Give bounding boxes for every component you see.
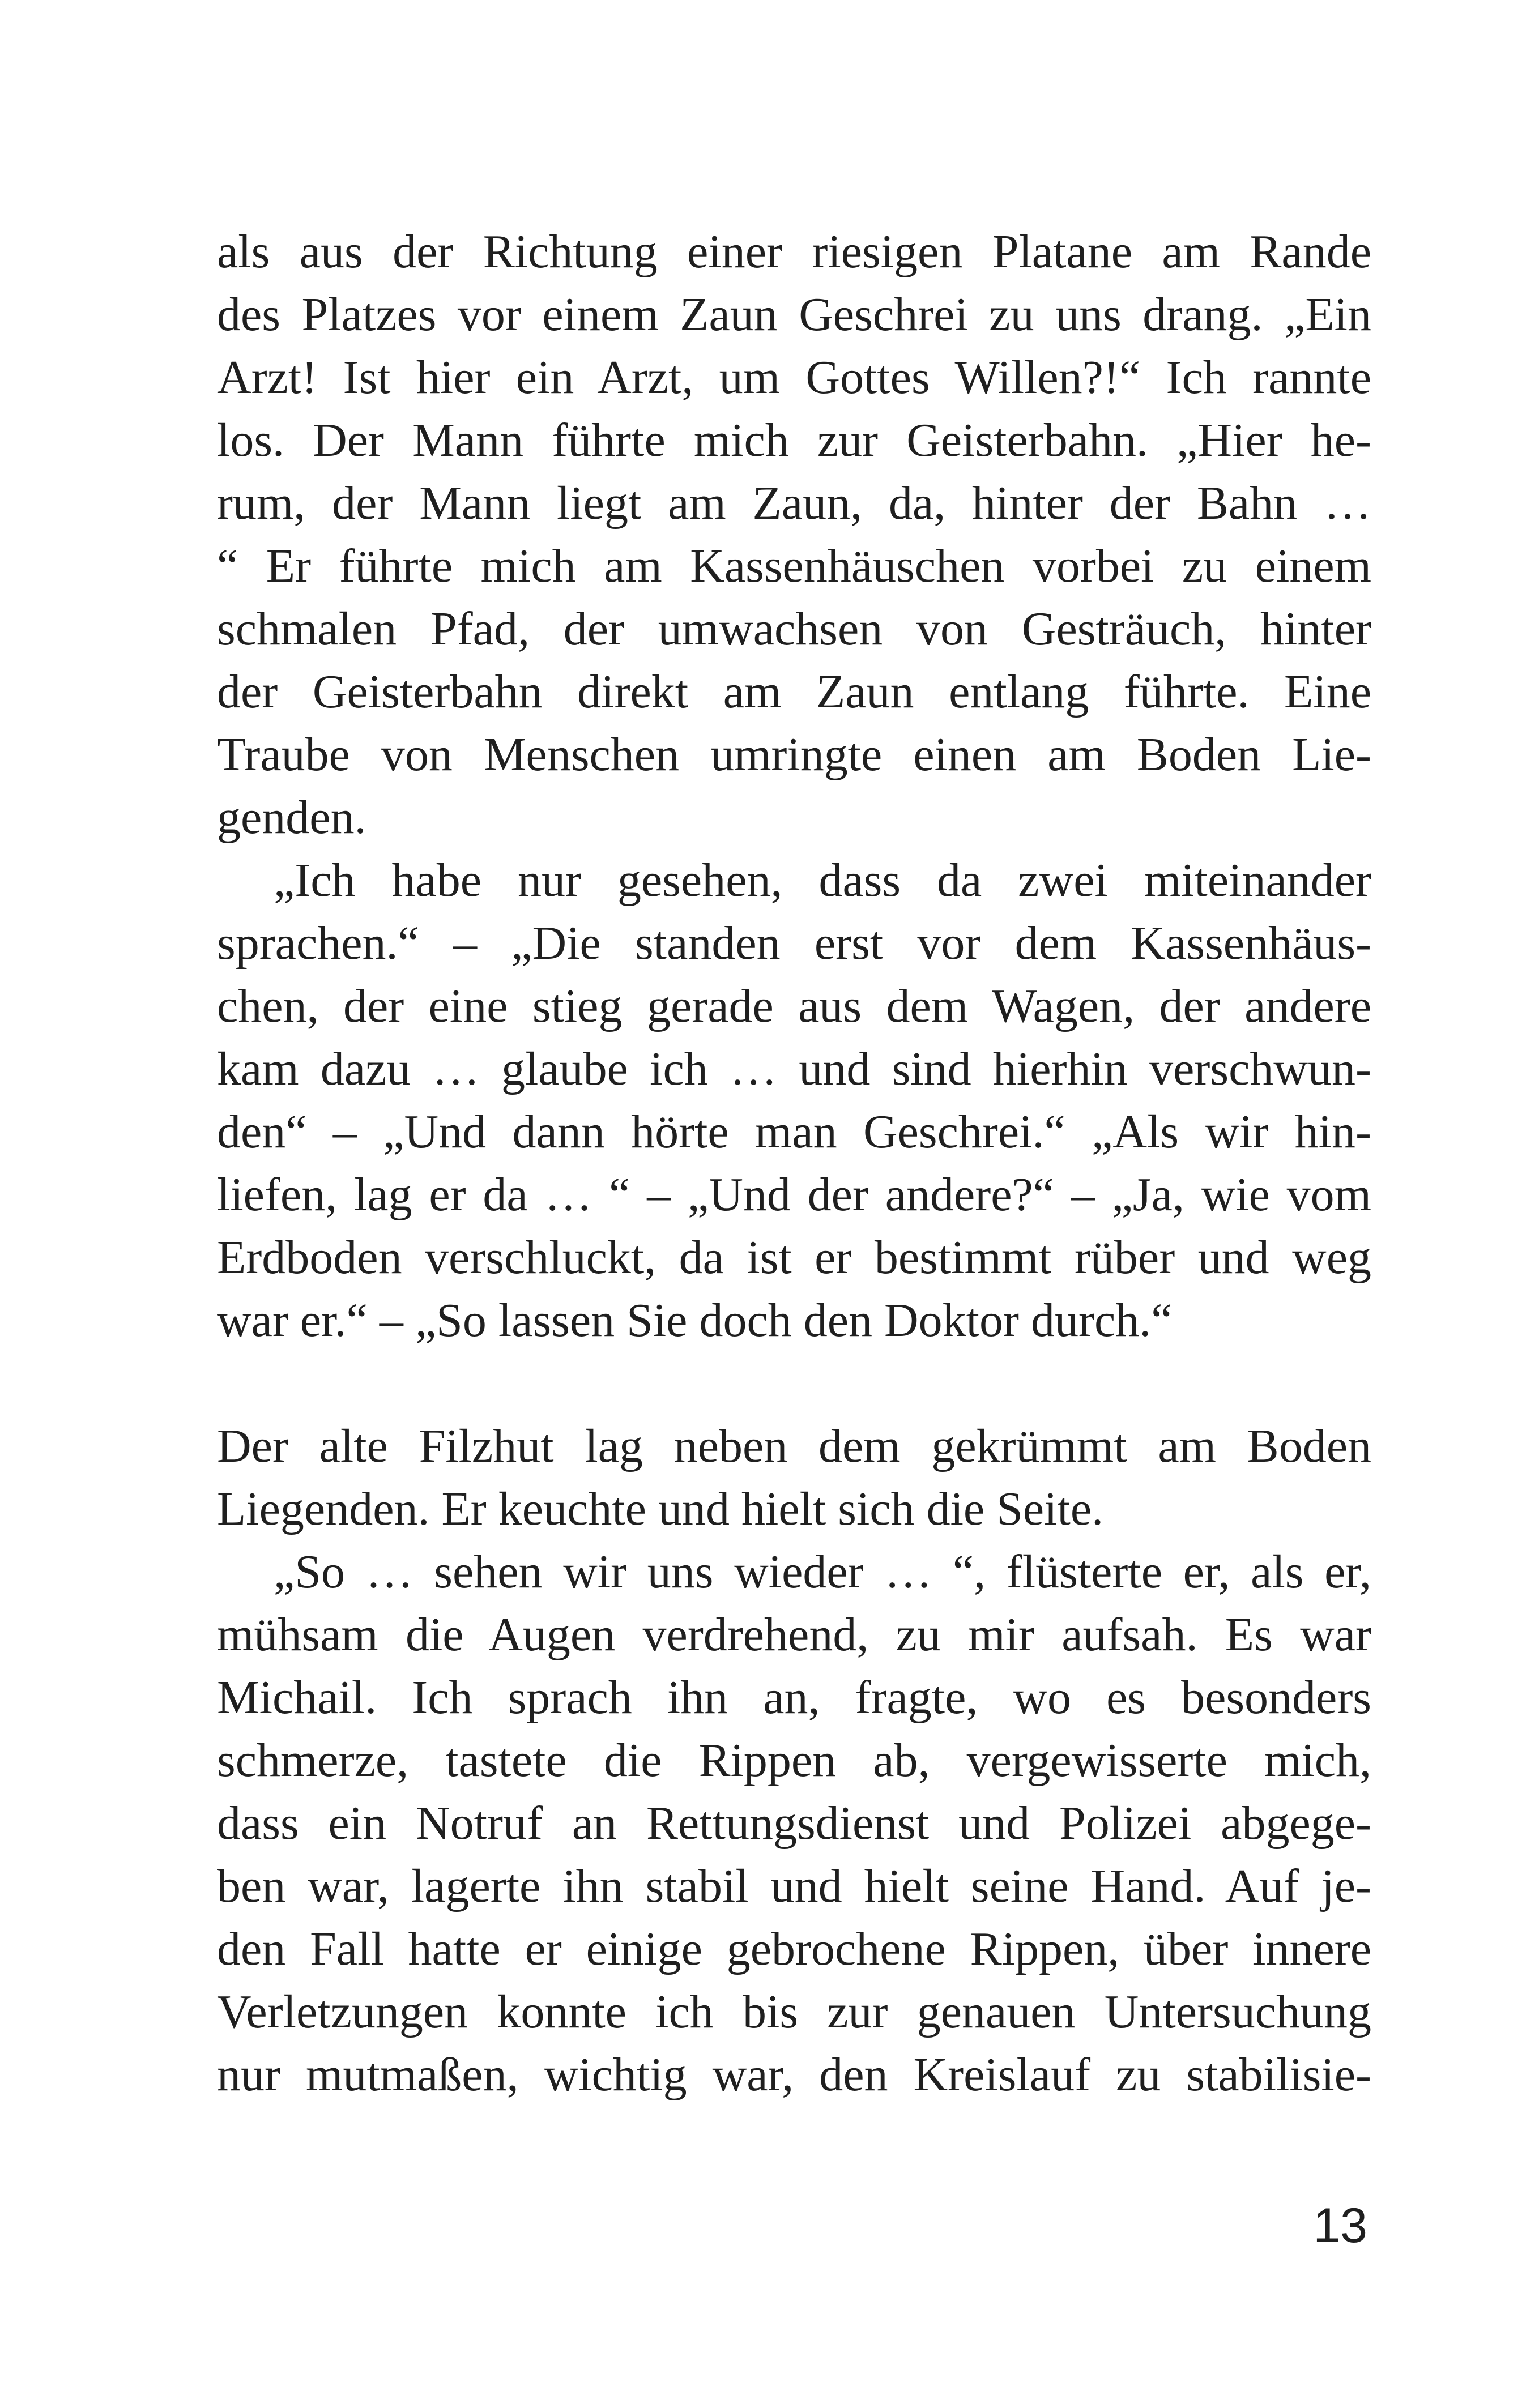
text-line: war er.“ – „So lassen Sie doch den Doktor durch.“ [217,1294,1173,1347]
text-line: los. Der Mann führte mich zur Geisterbahn. „Hier he- [217,414,1371,467]
text-section-1 [217,220,1371,1352]
text-line: rum, der Mann liegt am Zaun, da, hinter der Bahn … [217,477,1371,530]
text-line: Verletzungen konnte ich bis zur genauen Untersuchung [217,1986,1371,2038]
text-line: „Ich habe nur gesehen, dass da zwei miteinander [274,854,1371,907]
text-line: schmalen Pfad, der umwachsen von Gesträuch, hinter [217,603,1371,655]
text-line: Michail. Ich sprach ihn an, fragte, wo es besonders [217,1671,1371,1724]
text-line: „So … sehen wir uns wieder … “, flüsterte er, als er, [274,1545,1371,1598]
text-line: Der alte Filzhut lag neben dem gekrümmt am Boden [217,1420,1371,1472]
text-line: dass ein Notruf an Rettungsdienst und Polizei abgege- [217,1797,1371,1850]
text-line: Arzt! Ist hier ein Arzt, um Gottes Willen?!“ Ich rannte [217,351,1371,404]
text-line: den“ – „Und dann hörte man Geschrei.“ „Als wir hin- [217,1105,1371,1158]
text-line: chen, der eine stieg gerade aus dem Wagen, der andere [217,980,1371,1032]
text-line: den Fall hatte er einige gebrochene Rippen, über innere [217,1923,1371,1975]
text-section-2 [217,1415,1371,2106]
text-line: genden. [217,791,366,844]
text-line: kam dazu … glaube ich … und sind hierhin verschwun- [217,1043,1371,1095]
text-line: des Platzes vor einem Zaun Geschrei zu uns drang. „Ein [217,288,1371,341]
text-line: mühsam die Augen verdrehend, zu mir aufsah. Es war [217,1608,1371,1661]
text-line: schmerze, tastete die Rippen ab, vergewisserte mich, [217,1734,1371,1787]
text-line: nur mutmaßen, wichtig war, den Kreislauf zu stabilisie- [217,2048,1371,2101]
text-line: Traube von Menschen umringte einen am Boden Lie- [217,728,1371,781]
page-number: 13 [1313,2198,1367,2253]
text-line: der Geisterbahn direkt am Zaun entlang führte. Eine [217,665,1371,718]
text-line: sprachen.“ – „Die standen erst vor dem Kassenhäus- [217,917,1371,970]
text-line: ben war, lagerte ihn stabil und hielt seine Hand. Auf je- [217,1860,1371,1912]
text-line: Erdboden verschluckt, da ist er bestimmt rüber und weg [217,1231,1371,1284]
text-line: liefen, lag er da … “ – „Und der andere?“ – „Ja, wie vom [217,1168,1371,1221]
text-line: Liegenden. Er keuchte und hielt sich die Seite. [217,1483,1104,1535]
text-line: als aus der Richtung einer riesigen Platane am Rande [217,225,1371,278]
text-line: “ Er führte mich am Kassenhäuschen vorbei zu einem [217,540,1371,592]
